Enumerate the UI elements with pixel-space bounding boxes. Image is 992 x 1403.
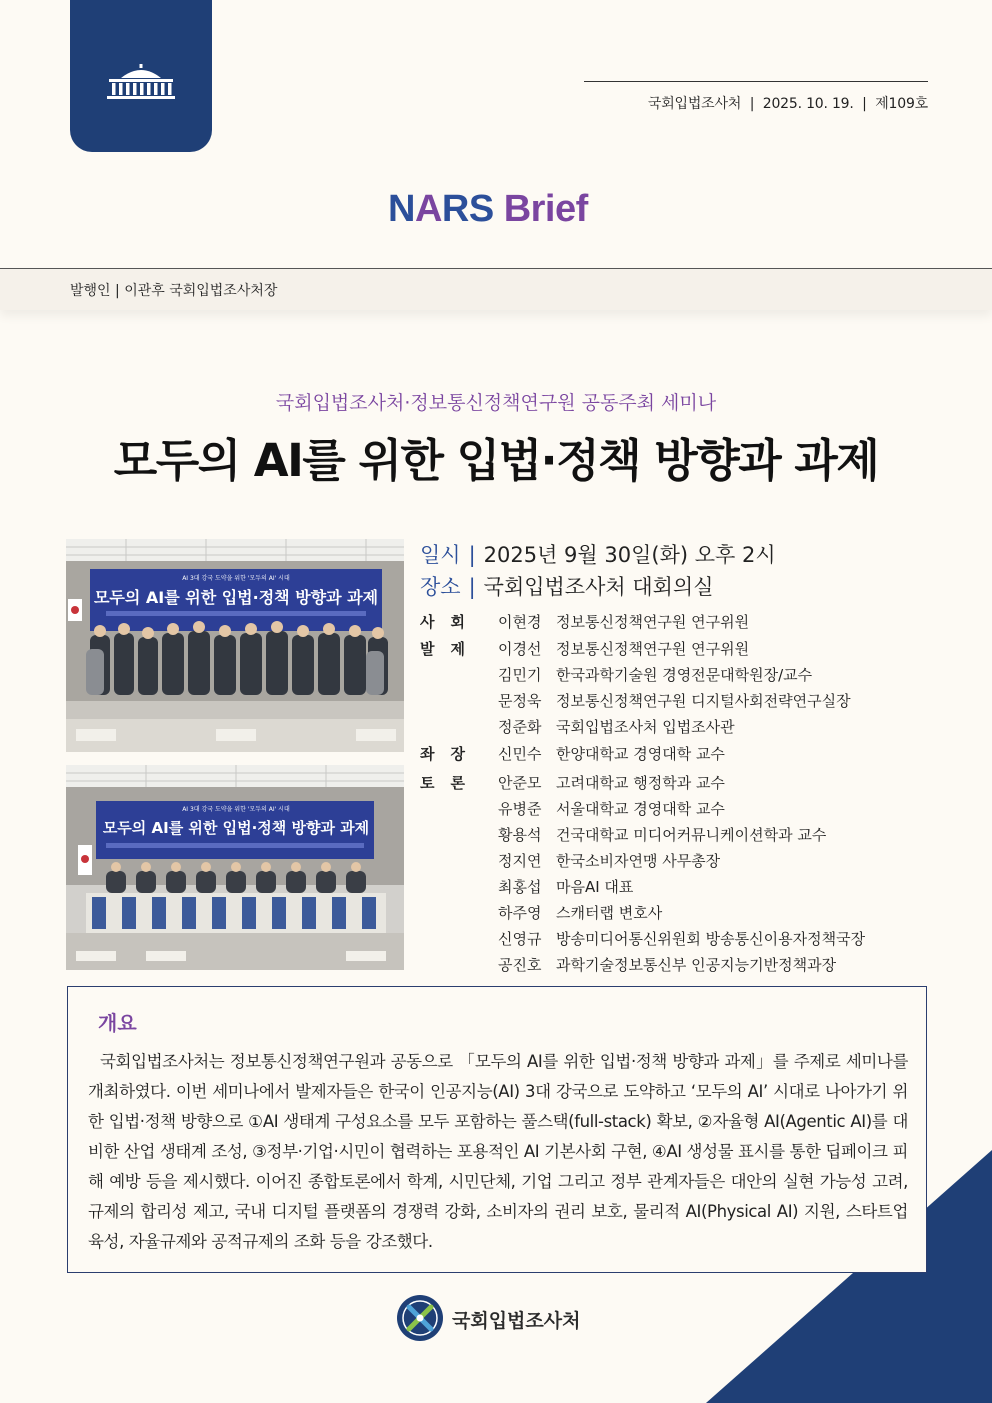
header-date: 2025. 10. 19. bbox=[762, 96, 854, 112]
place-label: 장소 bbox=[420, 575, 461, 599]
seminar-title: 모두의 AI를 위한 입법·정책 방향과 과제 bbox=[113, 434, 879, 487]
person-name: 유병준 bbox=[498, 800, 542, 818]
person-affil: 국회입법조사처 입법조사관 bbox=[556, 718, 735, 736]
header-divider: | bbox=[745, 96, 759, 112]
person-name: 문정욱 bbox=[498, 692, 542, 710]
header-issue: 제109호 bbox=[875, 96, 928, 112]
person-affil: 고려대학교 행정학과 교수 bbox=[556, 774, 725, 792]
seminar-subtitle: 국회입법조사처·정보통신정책연구원 공동주최 세미나 bbox=[275, 392, 717, 414]
person-affil: 한국소비자연맹 사무총장 bbox=[556, 852, 721, 870]
role-discussant: 토론 bbox=[420, 774, 481, 792]
place-value: 국회입법조사처 대회의실 bbox=[483, 575, 714, 599]
person-affil: 정보통신정책연구원 디지털사회전략연구실장 bbox=[556, 692, 851, 710]
person-name: 황용석 bbox=[498, 826, 542, 844]
brand-n: N bbox=[388, 188, 415, 230]
footer-logo bbox=[396, 1294, 581, 1346]
date-value: 2025년 9월 30일(화) 오후 2시 bbox=[483, 543, 776, 567]
person-affil: 정보통신정책연구원 연구위원 bbox=[556, 640, 750, 658]
person-name: 이경선 bbox=[498, 640, 542, 658]
role-moderator: 사회 bbox=[420, 613, 481, 631]
person-name: 최홍섭 bbox=[498, 878, 542, 896]
person-name: 정지연 bbox=[498, 852, 542, 870]
date-sep: | bbox=[468, 543, 476, 567]
person-affil: 스캐터랩 변호사 bbox=[556, 904, 663, 922]
nars-emblem-icon bbox=[396, 1294, 444, 1342]
summary-box bbox=[67, 986, 927, 1273]
person-name: 이현경 bbox=[498, 613, 542, 631]
person-name: 신영규 bbox=[498, 930, 542, 948]
person-name: 공진호 bbox=[498, 956, 542, 974]
person-affil: 마음AI 대표 bbox=[556, 878, 634, 896]
brand-a: A bbox=[414, 188, 442, 230]
person-affil: 서울대학교 경영대학 교수 bbox=[556, 800, 725, 818]
person-affil: 한양대학교 경영대학 교수 bbox=[556, 745, 725, 763]
brand-rs: RS bbox=[441, 188, 494, 230]
publisher-text: 발행인 | 이관후 국회입법조사처장 bbox=[70, 283, 278, 299]
person-name: 김민기 bbox=[498, 666, 542, 684]
date-label: 일시 bbox=[420, 543, 461, 567]
banner-title-text: 모두의 AI를 위한 입법·정책 방향과 과제 bbox=[102, 819, 370, 837]
person-name: 하주영 bbox=[498, 904, 542, 922]
summary-body: 국회입법조사처는 정보통신정책연구원과 공동으로 「모두의 AI를 위한 입법·정책 방향과 과제」를 주제로 세미나를 개최하였다. 이번 세미나에서 발제자들은 한국이 인공지능(AI) 3대 강국으로 도약하고 ‘모두의 AI’ 시대로 나아가기 위한 입법·정책 방향으로 ①AI 생태계 구성요소를 모두 포함하는 풀스택(full-stack) 확보, ②자율형 AI(Agentic AI)를 대비한 산업 생태계 조성, ③정부·기업·시민이 협력하는 포용적인 AI 기본사회 구현, ④AI 생성물 표시를 통한 딥페이크 피해 예방 등을 제시했다. 이어진 종합토론에서 학계, 시민단체, 기업 그리고 정부 관계자들은 대안의 실현 가능성 고려, 규제의 합리성 제고, 국내 디지털 플랫폼의 경쟁력 강화, 소비자의 권리 보호, 물리적 AI(Physical AI) 지원, 스타트업 육성, 자율규제와 공적규제의 조화 등을 강조했다. bbox=[88, 1052, 908, 1251]
banner-title-text: 모두의 AI를 위한 입법·정책 방향과 과제 bbox=[93, 588, 379, 607]
banner-small-text: AI 3대 강국 도약을 위한 '모두의 AI' 시대 bbox=[182, 575, 290, 582]
header-org: 국회입법조사처 bbox=[647, 96, 742, 112]
person-name: 정준화 bbox=[498, 718, 542, 736]
place-sep: | bbox=[468, 575, 476, 599]
summary-heading: 개요 bbox=[98, 1011, 137, 1035]
person-affil: 방송미디어통신위원회 방송통신이용자정책국장 bbox=[556, 930, 866, 948]
person-name: 안준모 bbox=[498, 774, 542, 792]
header-divider: | bbox=[857, 96, 871, 112]
footer-org: 국회입법조사처 bbox=[452, 1310, 581, 1332]
role-presenter: 발제 bbox=[420, 640, 481, 658]
person-name: 신민수 bbox=[498, 745, 542, 763]
person-affil: 한국과학기술원 경영전문대학원장/교수 bbox=[556, 666, 813, 684]
brand-brief: Brief bbox=[503, 188, 588, 230]
person-affil: 과학기술정보통신부 인공지능기반정책과장 bbox=[556, 956, 837, 974]
banner-small-text: AI 3대 강국 도약을 위한 '모두의 AI' 시대 bbox=[182, 806, 290, 813]
role-chair: 좌장 bbox=[420, 745, 481, 763]
person-affil: 건국대학교 미디어커뮤니케이션학과 교수 bbox=[556, 826, 827, 844]
person-affil: 정보통신정책연구원 연구위원 bbox=[556, 613, 750, 631]
